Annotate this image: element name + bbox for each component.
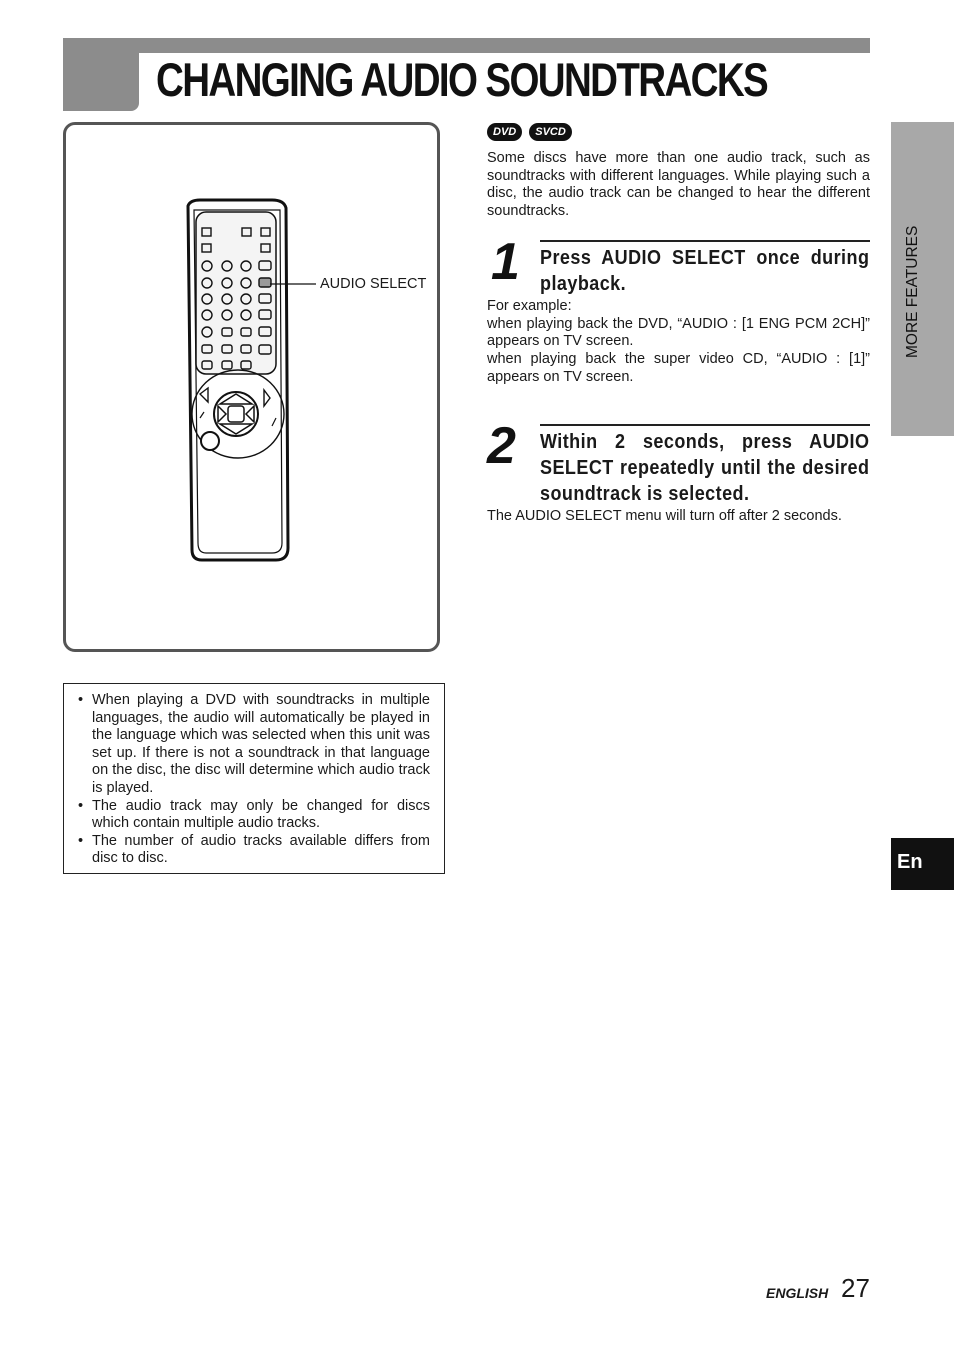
note-item: • When playing a DVD with soundtracks in multiple languages, the audio will automatically be played in the language which was selected when this unit was set up. If there is not a soundtrack in that language on the disc, the disc will determine which audio track is played. [78, 692, 430, 798]
step-1-line: when playing back the super video CD, “AUDIO : [1]” appears on TV screen. [487, 351, 870, 385]
footer-language: ENGLISH [766, 1285, 829, 1301]
step-1-heading: Press AUDIO SELECT once during playback. [540, 247, 870, 295]
note-item: • The number of audio tracks available differs from disc to disc. [78, 833, 430, 868]
step-1-rule [540, 240, 870, 242]
intro-paragraph: Some discs have more than one audio track, such as soundtracks with different languages. While playing such a disc, the audio track can be changed to hear the different soundtracks. [487, 150, 870, 220]
remote-control-icon [180, 198, 330, 568]
disc-badges [487, 123, 572, 141]
notes-list [78, 692, 430, 868]
step-2-line: The AUDIO SELECT menu will turn off after 2 seconds. [487, 508, 842, 524]
step-2-body [487, 508, 870, 526]
dvd-badge: DVD [487, 123, 522, 141]
title-banner-bar [63, 38, 870, 53]
audio-select-callout-label: AUDIO SELECT [320, 276, 427, 292]
notes-box [63, 683, 445, 874]
step-2-rule [540, 424, 870, 426]
step-1-line: when playing back the DVD, “AUDIO : [1 ENG PCM 2CH]” appears on TV screen. [487, 315, 870, 350]
step-2-heading: Within 2 seconds, press AUDIO SELECT repeatedly until the desired soundtrack is selected. [540, 431, 870, 505]
section-side-tab [891, 122, 954, 436]
step-1-number: 1 [491, 233, 520, 291]
step-1-line: For example: [487, 298, 572, 314]
svcd-badge: SVCD [529, 123, 572, 141]
callout-line [268, 280, 318, 288]
page-number: 27 [841, 1273, 870, 1303]
step-2-number: 2 [487, 417, 516, 475]
page-title: CHANGING AUDIO SOUNDTRACKS [156, 53, 768, 106]
side-tab-label: MORE FEATURES [904, 225, 921, 358]
language-tab-label: En [897, 851, 923, 873]
title-banner-block [63, 38, 139, 111]
note-item: • The audio track may only be changed for discs which contain multiple audio tracks. [78, 798, 430, 833]
step-1-body [487, 298, 870, 387]
